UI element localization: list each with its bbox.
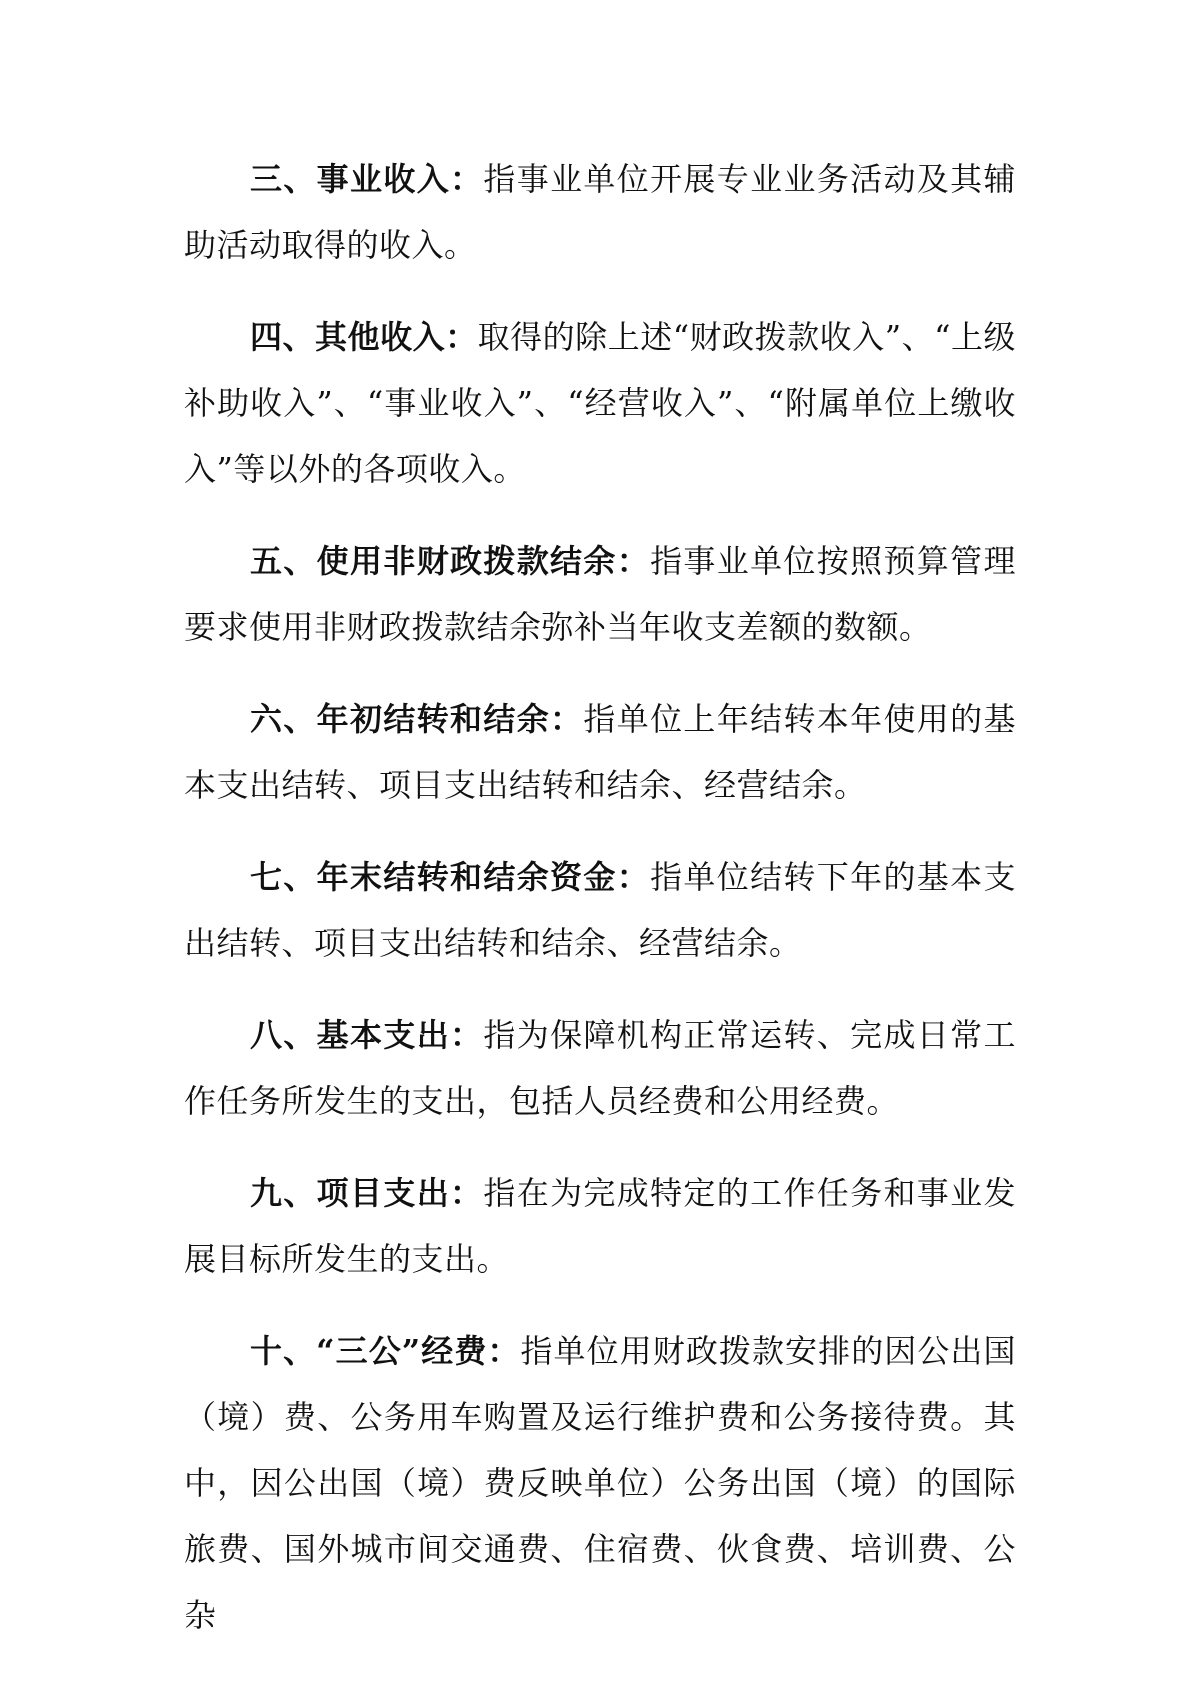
definition-term: 八、基本支出： <box>250 1016 484 1054</box>
definition-term: 六、年初结转和结余： <box>250 700 584 738</box>
definition-text: 指单位上年结转本年使用的基本支出结转、项目支出结转和结余、经营结余。 <box>184 700 1016 804</box>
definition-text: 指为保障机构正常运转、完成日常工作任务所发生的支出，包括人员经费和公用经费。 <box>184 1016 1016 1120</box>
definition-paragraph <box>184 528 1016 660</box>
definition-paragraph <box>184 844 1016 976</box>
definition-text: 指事业单位开展专业业务活动及其辅助活动取得的收入。 <box>184 160 1016 264</box>
definition-term: 四、其他收入： <box>250 318 478 356</box>
definition-paragraph <box>184 304 1016 502</box>
definition-term: 五、使用非财政拨款结余： <box>250 542 651 580</box>
definition-text: 指事业单位按照预算管理要求使用非财政拨款结余弥补当年收支差额的数额。 <box>184 542 1016 646</box>
definition-text: 指单位用财政拨款安排的因公出国（境）费、公务用车购置及运行维护费和公务接待费。其中，因公出国（境）费反映单位）公务出国（境）的国际旅费、国外城市间交通费、住宿费、伙食费、培训费、公杂 <box>184 1332 1016 1634</box>
definition-text: 取得的除上述“财政拨款收入”、“上级补助收入”、“事业收入”、“经营收入”、“附属单位上缴收入”等以外的各项收入。 <box>184 318 1016 488</box>
definition-text: 指单位结转下年的基本支出结转、项目支出结转和结余、经营结余。 <box>184 858 1016 962</box>
definition-paragraph <box>184 1002 1016 1134</box>
definition-paragraph <box>184 1318 1016 1648</box>
definition-term: 九、项目支出： <box>250 1174 484 1212</box>
definition-text: 指在为完成特定的工作任务和事业发展目标所发生的支出。 <box>184 1174 1016 1278</box>
definition-term: 七、年末结转和结余资金： <box>250 858 651 896</box>
document-page <box>184 146 1016 1648</box>
definition-paragraph <box>184 146 1016 278</box>
definition-paragraph <box>184 1160 1016 1292</box>
definition-term: 三、事业收入： <box>250 160 484 198</box>
definition-term: 十、“三公”经费： <box>250 1332 521 1370</box>
definition-paragraph <box>184 686 1016 818</box>
